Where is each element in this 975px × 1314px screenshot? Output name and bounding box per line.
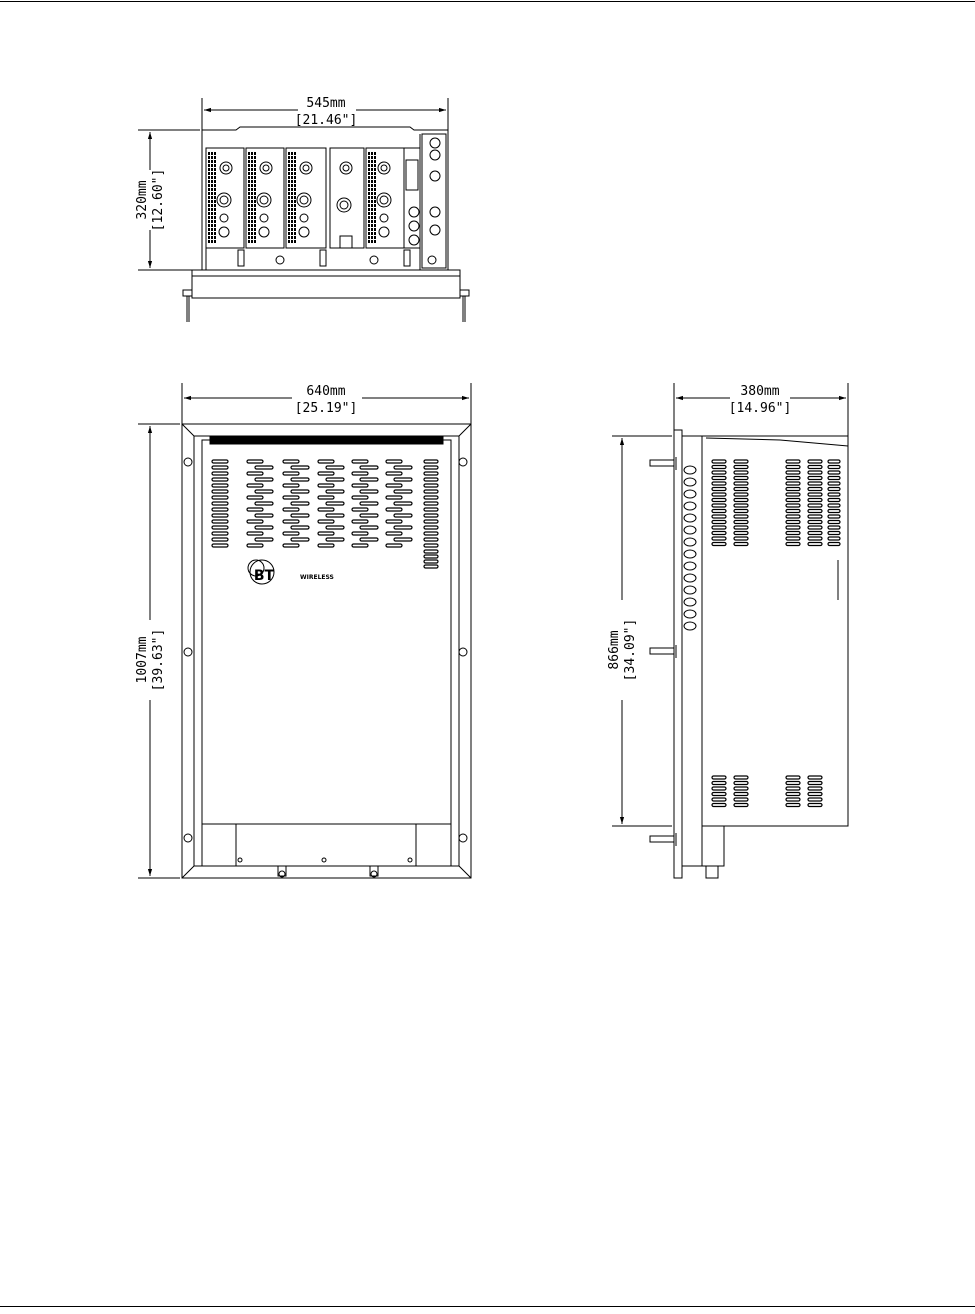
vent-slot bbox=[352, 508, 368, 511]
vent-slot bbox=[424, 496, 438, 499]
vent-slot bbox=[808, 504, 822, 507]
vent-slot bbox=[291, 538, 309, 541]
vent-slot bbox=[786, 804, 800, 807]
vent-slot bbox=[712, 482, 726, 485]
vent-slot bbox=[212, 538, 228, 541]
vent-slot bbox=[828, 460, 840, 463]
vent-slot bbox=[808, 537, 822, 540]
side-port bbox=[684, 526, 696, 534]
vent-slot bbox=[734, 482, 748, 485]
vent-slot bbox=[318, 532, 334, 535]
vent-slot bbox=[255, 478, 273, 481]
vent-slot bbox=[808, 493, 822, 496]
vent-slot bbox=[318, 496, 334, 499]
vent-slot bbox=[386, 484, 402, 487]
vent-slot bbox=[712, 504, 726, 507]
vent-slot bbox=[424, 560, 438, 563]
vent-slot bbox=[828, 510, 840, 513]
vent-slot bbox=[828, 537, 840, 540]
vent-slot bbox=[808, 499, 822, 502]
vent-slot bbox=[326, 514, 344, 517]
vent-slot bbox=[212, 484, 228, 487]
side-port bbox=[684, 610, 696, 618]
logo-mark: BT bbox=[253, 568, 275, 584]
vent-slot bbox=[786, 798, 800, 801]
vent-slot bbox=[712, 793, 726, 796]
vent-slot bbox=[247, 472, 263, 475]
vent-slot bbox=[424, 490, 438, 493]
side-vent-slots bbox=[712, 460, 840, 807]
vent-slot bbox=[786, 460, 800, 463]
vent-slot bbox=[808, 471, 822, 474]
vent-slot bbox=[255, 490, 273, 493]
vent-slot bbox=[712, 532, 726, 535]
vent-slot bbox=[318, 520, 334, 523]
vent-slot bbox=[394, 502, 412, 505]
vent-slot bbox=[828, 532, 840, 535]
vent-slot bbox=[212, 460, 228, 463]
vent-slot bbox=[828, 504, 840, 507]
vent-slot bbox=[712, 537, 726, 540]
vent-slot bbox=[394, 514, 412, 517]
front-width-in: [25.19"] bbox=[294, 401, 358, 416]
vent-slot bbox=[326, 478, 344, 481]
vent-slot bbox=[352, 484, 368, 487]
vent-slot bbox=[786, 521, 800, 524]
vent-slot bbox=[318, 484, 334, 487]
vent-slot bbox=[786, 526, 800, 529]
vent-slot bbox=[424, 532, 438, 535]
vent-slot bbox=[734, 466, 748, 469]
vent-slot bbox=[712, 499, 726, 502]
vent-slot bbox=[734, 543, 748, 546]
vent-slot bbox=[386, 520, 402, 523]
vent-slot bbox=[360, 514, 378, 517]
vent-slot bbox=[828, 488, 840, 491]
vent-slot bbox=[808, 460, 822, 463]
vent-slot bbox=[808, 787, 822, 790]
vent-slot bbox=[712, 488, 726, 491]
vent-slot bbox=[212, 508, 228, 511]
vent-slot bbox=[291, 490, 309, 493]
vent-slot bbox=[808, 466, 822, 469]
vent-slot bbox=[326, 490, 344, 493]
side-port bbox=[684, 502, 696, 510]
vent-slot bbox=[255, 538, 273, 541]
vent-slot bbox=[734, 787, 748, 790]
side-height-mm: 866mm bbox=[607, 630, 622, 670]
vent-slot bbox=[828, 499, 840, 502]
front-height-mm: 1007mm bbox=[135, 636, 150, 684]
vent-slot bbox=[734, 515, 748, 518]
vent-slot bbox=[283, 496, 299, 499]
vent-slot bbox=[352, 472, 368, 475]
vent-slot bbox=[212, 544, 228, 547]
vent-slot bbox=[828, 477, 840, 480]
vent-slot bbox=[808, 782, 822, 785]
vent-slot bbox=[734, 804, 748, 807]
vent-slot bbox=[734, 504, 748, 507]
vent-slot bbox=[734, 471, 748, 474]
vent-slot bbox=[283, 460, 299, 463]
vent-slot bbox=[734, 798, 748, 801]
vent-slot bbox=[360, 526, 378, 529]
front-height-in: [39.63"] bbox=[151, 628, 166, 692]
vent-slot bbox=[394, 490, 412, 493]
vent-slot bbox=[247, 484, 263, 487]
vent-slot bbox=[828, 466, 840, 469]
vent-slot bbox=[712, 515, 726, 518]
top-height-mm: 320mm bbox=[135, 180, 150, 220]
vent-slot bbox=[786, 776, 800, 779]
vent-slot bbox=[283, 508, 299, 511]
vent-slot bbox=[786, 471, 800, 474]
vent-slot bbox=[734, 537, 748, 540]
vent-slot bbox=[255, 526, 273, 529]
vent-slot bbox=[808, 776, 822, 779]
vent-slot bbox=[360, 538, 378, 541]
vent-slot bbox=[212, 478, 228, 481]
vent-slot bbox=[786, 499, 800, 502]
vent-slot bbox=[424, 520, 438, 523]
side-port bbox=[684, 466, 696, 474]
vent-slot bbox=[424, 538, 438, 541]
vent-slot bbox=[394, 538, 412, 541]
vent-slot bbox=[424, 466, 438, 469]
vent-slot bbox=[786, 537, 800, 540]
vent-slot bbox=[734, 532, 748, 535]
vent-slot bbox=[424, 502, 438, 505]
vent-slot bbox=[283, 472, 299, 475]
vent-slot bbox=[786, 787, 800, 790]
vent-slot bbox=[424, 472, 438, 475]
top-view bbox=[138, 98, 469, 322]
vent-slot bbox=[352, 544, 368, 547]
vent-slot bbox=[283, 544, 299, 547]
vent-slot bbox=[247, 496, 263, 499]
vent-slot bbox=[712, 477, 726, 480]
vent-slot bbox=[318, 544, 334, 547]
vent-slot bbox=[712, 787, 726, 790]
vent-slot bbox=[712, 493, 726, 496]
vent-slot bbox=[808, 804, 822, 807]
side-port bbox=[684, 622, 696, 630]
side-port bbox=[684, 490, 696, 498]
vent-slot bbox=[247, 532, 263, 535]
vent-slot bbox=[808, 515, 822, 518]
vent-slot bbox=[394, 466, 412, 469]
logo-text: WIRELESS bbox=[300, 574, 334, 581]
vent-slot bbox=[255, 502, 273, 505]
vent-slot bbox=[712, 510, 726, 513]
vent-slot bbox=[712, 526, 726, 529]
vent-slot bbox=[424, 508, 438, 511]
vent-slot bbox=[712, 543, 726, 546]
side-width-in: [14.96"] bbox=[728, 401, 792, 416]
vent-slot bbox=[394, 526, 412, 529]
side-width-mm: 380mm bbox=[740, 384, 780, 399]
vent-slot bbox=[734, 477, 748, 480]
vent-slot bbox=[712, 466, 726, 469]
vent-slot bbox=[386, 460, 402, 463]
vent-slot bbox=[283, 532, 299, 535]
vent-slot bbox=[734, 510, 748, 513]
side-port bbox=[684, 574, 696, 582]
vent-slot bbox=[828, 543, 840, 546]
vent-slot bbox=[808, 798, 822, 801]
vent-slot bbox=[212, 532, 228, 535]
vent-slot bbox=[360, 466, 378, 469]
vent-slot bbox=[291, 478, 309, 481]
vent-slot bbox=[352, 532, 368, 535]
vent-slot bbox=[212, 514, 228, 517]
side-port bbox=[684, 562, 696, 570]
vent-slot bbox=[352, 460, 368, 463]
vent-slot bbox=[318, 472, 334, 475]
vent-slot bbox=[828, 471, 840, 474]
vent-slot bbox=[786, 482, 800, 485]
vent-slot bbox=[786, 510, 800, 513]
vent-slot bbox=[808, 521, 822, 524]
top-width-in: [21.46"] bbox=[294, 113, 358, 128]
vent-slot bbox=[283, 520, 299, 523]
vent-slot bbox=[326, 502, 344, 505]
vent-slot bbox=[786, 543, 800, 546]
vent-slot bbox=[212, 520, 228, 523]
vent-slot bbox=[734, 499, 748, 502]
vent-slot bbox=[734, 782, 748, 785]
vent-slot bbox=[424, 526, 438, 529]
vent-slot bbox=[424, 544, 438, 547]
vent-slot bbox=[352, 520, 368, 523]
side-port bbox=[684, 550, 696, 558]
vent-slot bbox=[712, 782, 726, 785]
vent-slot bbox=[360, 502, 378, 505]
vent-slot bbox=[808, 510, 822, 513]
vent-slot bbox=[828, 515, 840, 518]
top-width-mm: 545mm bbox=[306, 96, 346, 111]
vent-slot bbox=[786, 532, 800, 535]
vent-slot bbox=[786, 782, 800, 785]
vent-slot bbox=[786, 504, 800, 507]
vent-slot bbox=[291, 526, 309, 529]
vent-slot bbox=[212, 472, 228, 475]
vent-slot bbox=[828, 482, 840, 485]
vent-slot bbox=[734, 776, 748, 779]
vent-slot bbox=[318, 508, 334, 511]
vent-slot bbox=[386, 496, 402, 499]
side-port bbox=[684, 514, 696, 522]
vent-slot bbox=[212, 526, 228, 529]
side-port bbox=[684, 538, 696, 546]
vent-slot bbox=[828, 521, 840, 524]
vent-slot bbox=[734, 493, 748, 496]
top-height-in: [12.60"] bbox=[151, 168, 166, 232]
vent-slot bbox=[247, 508, 263, 511]
vent-slot bbox=[712, 776, 726, 779]
vent-slot bbox=[326, 538, 344, 541]
vent-slot bbox=[212, 502, 228, 505]
vent-slot bbox=[291, 502, 309, 505]
vent-slot bbox=[828, 526, 840, 529]
side-height-in: [34.09"] bbox=[623, 618, 638, 682]
vent-slot bbox=[808, 488, 822, 491]
vent-slot bbox=[247, 544, 263, 547]
vent-slot bbox=[424, 514, 438, 517]
vent-slot bbox=[734, 526, 748, 529]
vent-slot bbox=[734, 488, 748, 491]
front-width-mm: 640mm bbox=[306, 384, 346, 399]
vent-slot bbox=[424, 484, 438, 487]
vent-slot bbox=[318, 460, 334, 463]
side-port bbox=[684, 586, 696, 594]
vent-slot bbox=[386, 472, 402, 475]
vent-slot bbox=[786, 515, 800, 518]
vent-slot bbox=[424, 460, 438, 463]
vent-slot bbox=[326, 466, 344, 469]
vent-slot bbox=[326, 526, 344, 529]
vent-slot bbox=[360, 478, 378, 481]
vent-slot bbox=[786, 793, 800, 796]
vent-slot bbox=[424, 555, 438, 558]
vent-slot bbox=[247, 520, 263, 523]
front-view bbox=[138, 383, 471, 878]
vent-slot bbox=[386, 532, 402, 535]
vent-slot bbox=[786, 466, 800, 469]
vent-slot bbox=[424, 478, 438, 481]
vent-slot bbox=[394, 478, 412, 481]
vent-slot bbox=[712, 521, 726, 524]
vent-slot bbox=[786, 493, 800, 496]
vent-slot bbox=[360, 490, 378, 493]
vent-slot bbox=[255, 514, 273, 517]
vent-slot bbox=[386, 544, 402, 547]
vent-slot bbox=[786, 477, 800, 480]
vent-slot bbox=[828, 493, 840, 496]
vent-slot bbox=[808, 482, 822, 485]
vent-slot bbox=[786, 488, 800, 491]
vent-slot bbox=[808, 793, 822, 796]
side-ports bbox=[684, 466, 696, 630]
vent-slot bbox=[734, 793, 748, 796]
vent-slot bbox=[386, 508, 402, 511]
vent-slot bbox=[424, 550, 438, 553]
side-port bbox=[684, 598, 696, 606]
vent-slot bbox=[291, 466, 309, 469]
vent-slot bbox=[734, 460, 748, 463]
vent-slot bbox=[712, 471, 726, 474]
vent-slot bbox=[808, 526, 822, 529]
side-port bbox=[684, 478, 696, 486]
vent-slot bbox=[808, 543, 822, 546]
vent-slot bbox=[255, 466, 273, 469]
vent-slot bbox=[808, 477, 822, 480]
vent-slot bbox=[291, 514, 309, 517]
vent-slot bbox=[212, 490, 228, 493]
vent-slot bbox=[247, 460, 263, 463]
vent-slot bbox=[352, 496, 368, 499]
vent-slot bbox=[712, 804, 726, 807]
front-vent-slots bbox=[212, 460, 438, 568]
vent-slot bbox=[283, 484, 299, 487]
vent-slot bbox=[734, 521, 748, 524]
vent-slot bbox=[712, 460, 726, 463]
vent-slot bbox=[712, 798, 726, 801]
vent-slot bbox=[424, 565, 438, 568]
vent-slot bbox=[212, 466, 228, 469]
vent-slot bbox=[808, 532, 822, 535]
vent-slot bbox=[212, 496, 228, 499]
